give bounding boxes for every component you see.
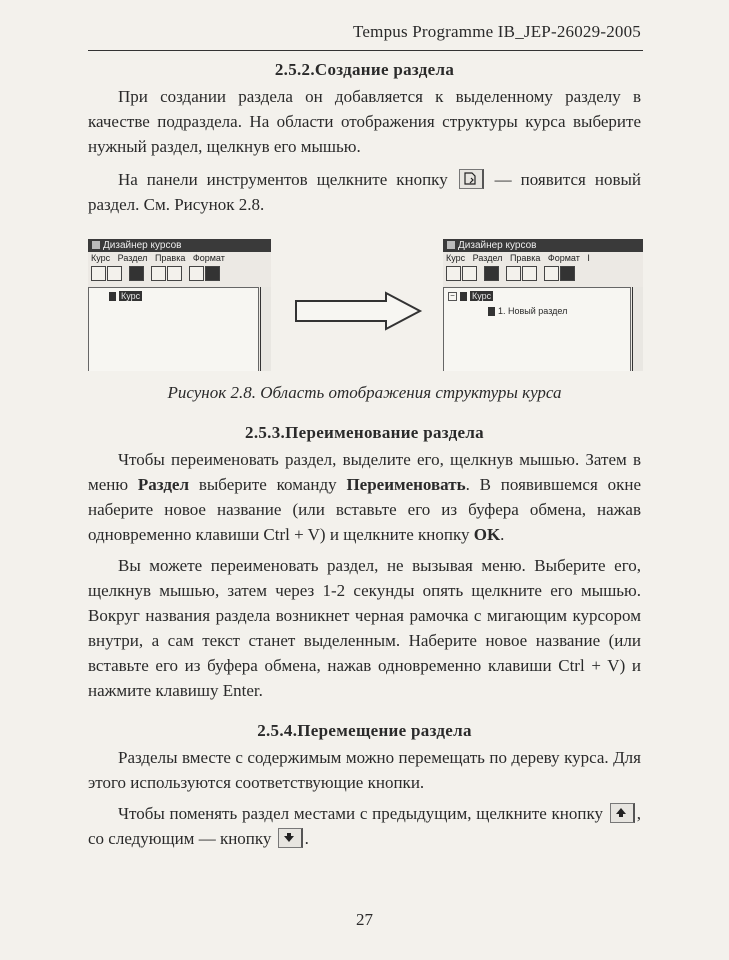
paragraph-move-1: Разделы вместе с содержимым можно перемещать по дереву курса. Для этого используются соответствующие кнопки. (88, 748, 641, 792)
save-icon[interactable] (484, 266, 499, 281)
delete-icon[interactable] (167, 266, 182, 281)
menu-section[interactable]: Раздел (472, 253, 503, 263)
page-icon[interactable] (544, 266, 559, 281)
window-icon (92, 241, 100, 249)
page-content (88, 60, 641, 851)
tree-node-label: 1. Новый раздел (498, 306, 568, 316)
page-icon[interactable] (189, 266, 204, 281)
text-run: Чтобы поменять раздел местами с предыдущим, щелкните кнопку (118, 804, 603, 823)
window-menubar (443, 252, 643, 264)
paragraph-create-2-start: На панели инструментов щелкните кнопку (118, 170, 448, 189)
arrow-up-icon (610, 803, 635, 823)
command-name-rename: Переименовать (346, 475, 466, 494)
new-icon[interactable] (446, 266, 461, 281)
paragraph-rename-1 (88, 447, 641, 547)
window-toolbar (88, 264, 271, 288)
text-run: . (304, 829, 309, 848)
header-rule (88, 50, 643, 51)
menu-course[interactable]: Курс (91, 253, 111, 263)
window-title: Дизайнер курсов (458, 240, 537, 251)
arrow-down-icon (278, 828, 303, 848)
button-name-ok: OK (473, 525, 501, 544)
paragraph-create-1: При создании раздела он добавляется к выделенному разделу в качестве подраздела. На области отображения структуры курса выберите нужный раздел, щелкнув его мышью. (88, 87, 641, 156)
new-section-button-icon (459, 169, 484, 189)
window-menubar (88, 252, 271, 264)
properties-icon[interactable] (205, 266, 220, 281)
tree-node-new-section[interactable] (488, 306, 567, 316)
designer-window-after (443, 239, 643, 371)
running-header: Tempus Programme IB_JEP-26029-2005 (353, 22, 641, 41)
new-section-icon[interactable] (151, 266, 166, 281)
menu-name-section: Раздел (137, 475, 190, 494)
tree-node-root[interactable] (109, 291, 142, 301)
menu-section[interactable]: Раздел (117, 253, 148, 263)
delete-icon[interactable] (522, 266, 537, 281)
course-tree (88, 287, 259, 371)
menu-truncated[interactable]: I (587, 253, 590, 263)
section-node-icon (488, 307, 495, 316)
collapse-icon[interactable]: − (448, 292, 457, 301)
window-icon (447, 241, 455, 249)
tree-node-label: Курс (472, 291, 492, 301)
section-heading-2-5-3: 2.5.3.Переименование раздела (245, 423, 484, 442)
paragraph-rename-2: Вы можете переименовать раздел, не вызывая меню. Выберите его, щелкнув мышью, затем через 1-2 секунды опять щелкните его мышью. Вокруг названия раздела возникнет черная рамочка с мигающим курсором внутри, а сам текст станет выделенным. Наберите новое название (или вставьте его из буфера обмена, нажав одновременно клавиши Ctrl + V) и нажмите клавишу Enter. (88, 556, 641, 700)
window-title: Дизайнер курсов (103, 240, 182, 251)
paragraph-create-2-end: — появится новый раздел. См. Рисунок 2.8. (88, 170, 641, 214)
tree-scrollbar[interactable] (632, 287, 643, 371)
menu-edit[interactable]: Правка (154, 253, 186, 263)
text-run: . (500, 525, 505, 544)
right-arrow-icon (294, 291, 424, 331)
paragraph-create-2 (88, 167, 641, 217)
menu-course[interactable]: Курс (446, 253, 466, 263)
designer-window-before (88, 239, 271, 371)
window-titlebar (88, 239, 271, 252)
text-run: выберите команду (189, 475, 347, 494)
text-run: , со следующим — кнопку (88, 804, 641, 848)
tree-node-root[interactable] (448, 291, 493, 301)
menu-format[interactable]: Формат (547, 253, 580, 263)
open-folder-icon[interactable] (462, 266, 477, 281)
page-number: 27 (356, 910, 373, 929)
open-folder-icon[interactable] (107, 266, 122, 281)
text-run: . В появившемся окне наберите новое название (или вставьте его из буфера обмена, нажав одновременно клавиши Ctrl + V) и щелкните кнопку (88, 475, 642, 544)
figure-caption: Рисунок 2.8. Область отображения структуры курса (167, 383, 562, 402)
new-icon[interactable] (91, 266, 106, 281)
menu-edit[interactable]: Правка (509, 253, 541, 263)
course-node-icon (460, 292, 467, 301)
figure-2-8 (88, 233, 641, 373)
paragraph-move-2 (88, 801, 641, 851)
new-section-icon[interactable] (506, 266, 521, 281)
window-titlebar (443, 239, 643, 252)
menu-format[interactable]: Формат (192, 253, 225, 263)
text-run: Чтобы переименовать раздел, выделите его, щелкнув мышью. Затем в меню (88, 450, 641, 494)
tree-scrollbar[interactable] (260, 287, 271, 371)
section-heading-2-5-4: 2.5.4.Перемещение раздела (257, 721, 472, 740)
course-tree (443, 287, 631, 371)
save-icon[interactable] (129, 266, 144, 281)
tree-node-label: Курс (121, 291, 141, 301)
section-heading-2-5-2: 2.5.2.Создание раздела (274, 60, 455, 79)
course-node-icon (109, 292, 116, 301)
window-toolbar (443, 264, 643, 288)
properties-icon[interactable] (560, 266, 575, 281)
